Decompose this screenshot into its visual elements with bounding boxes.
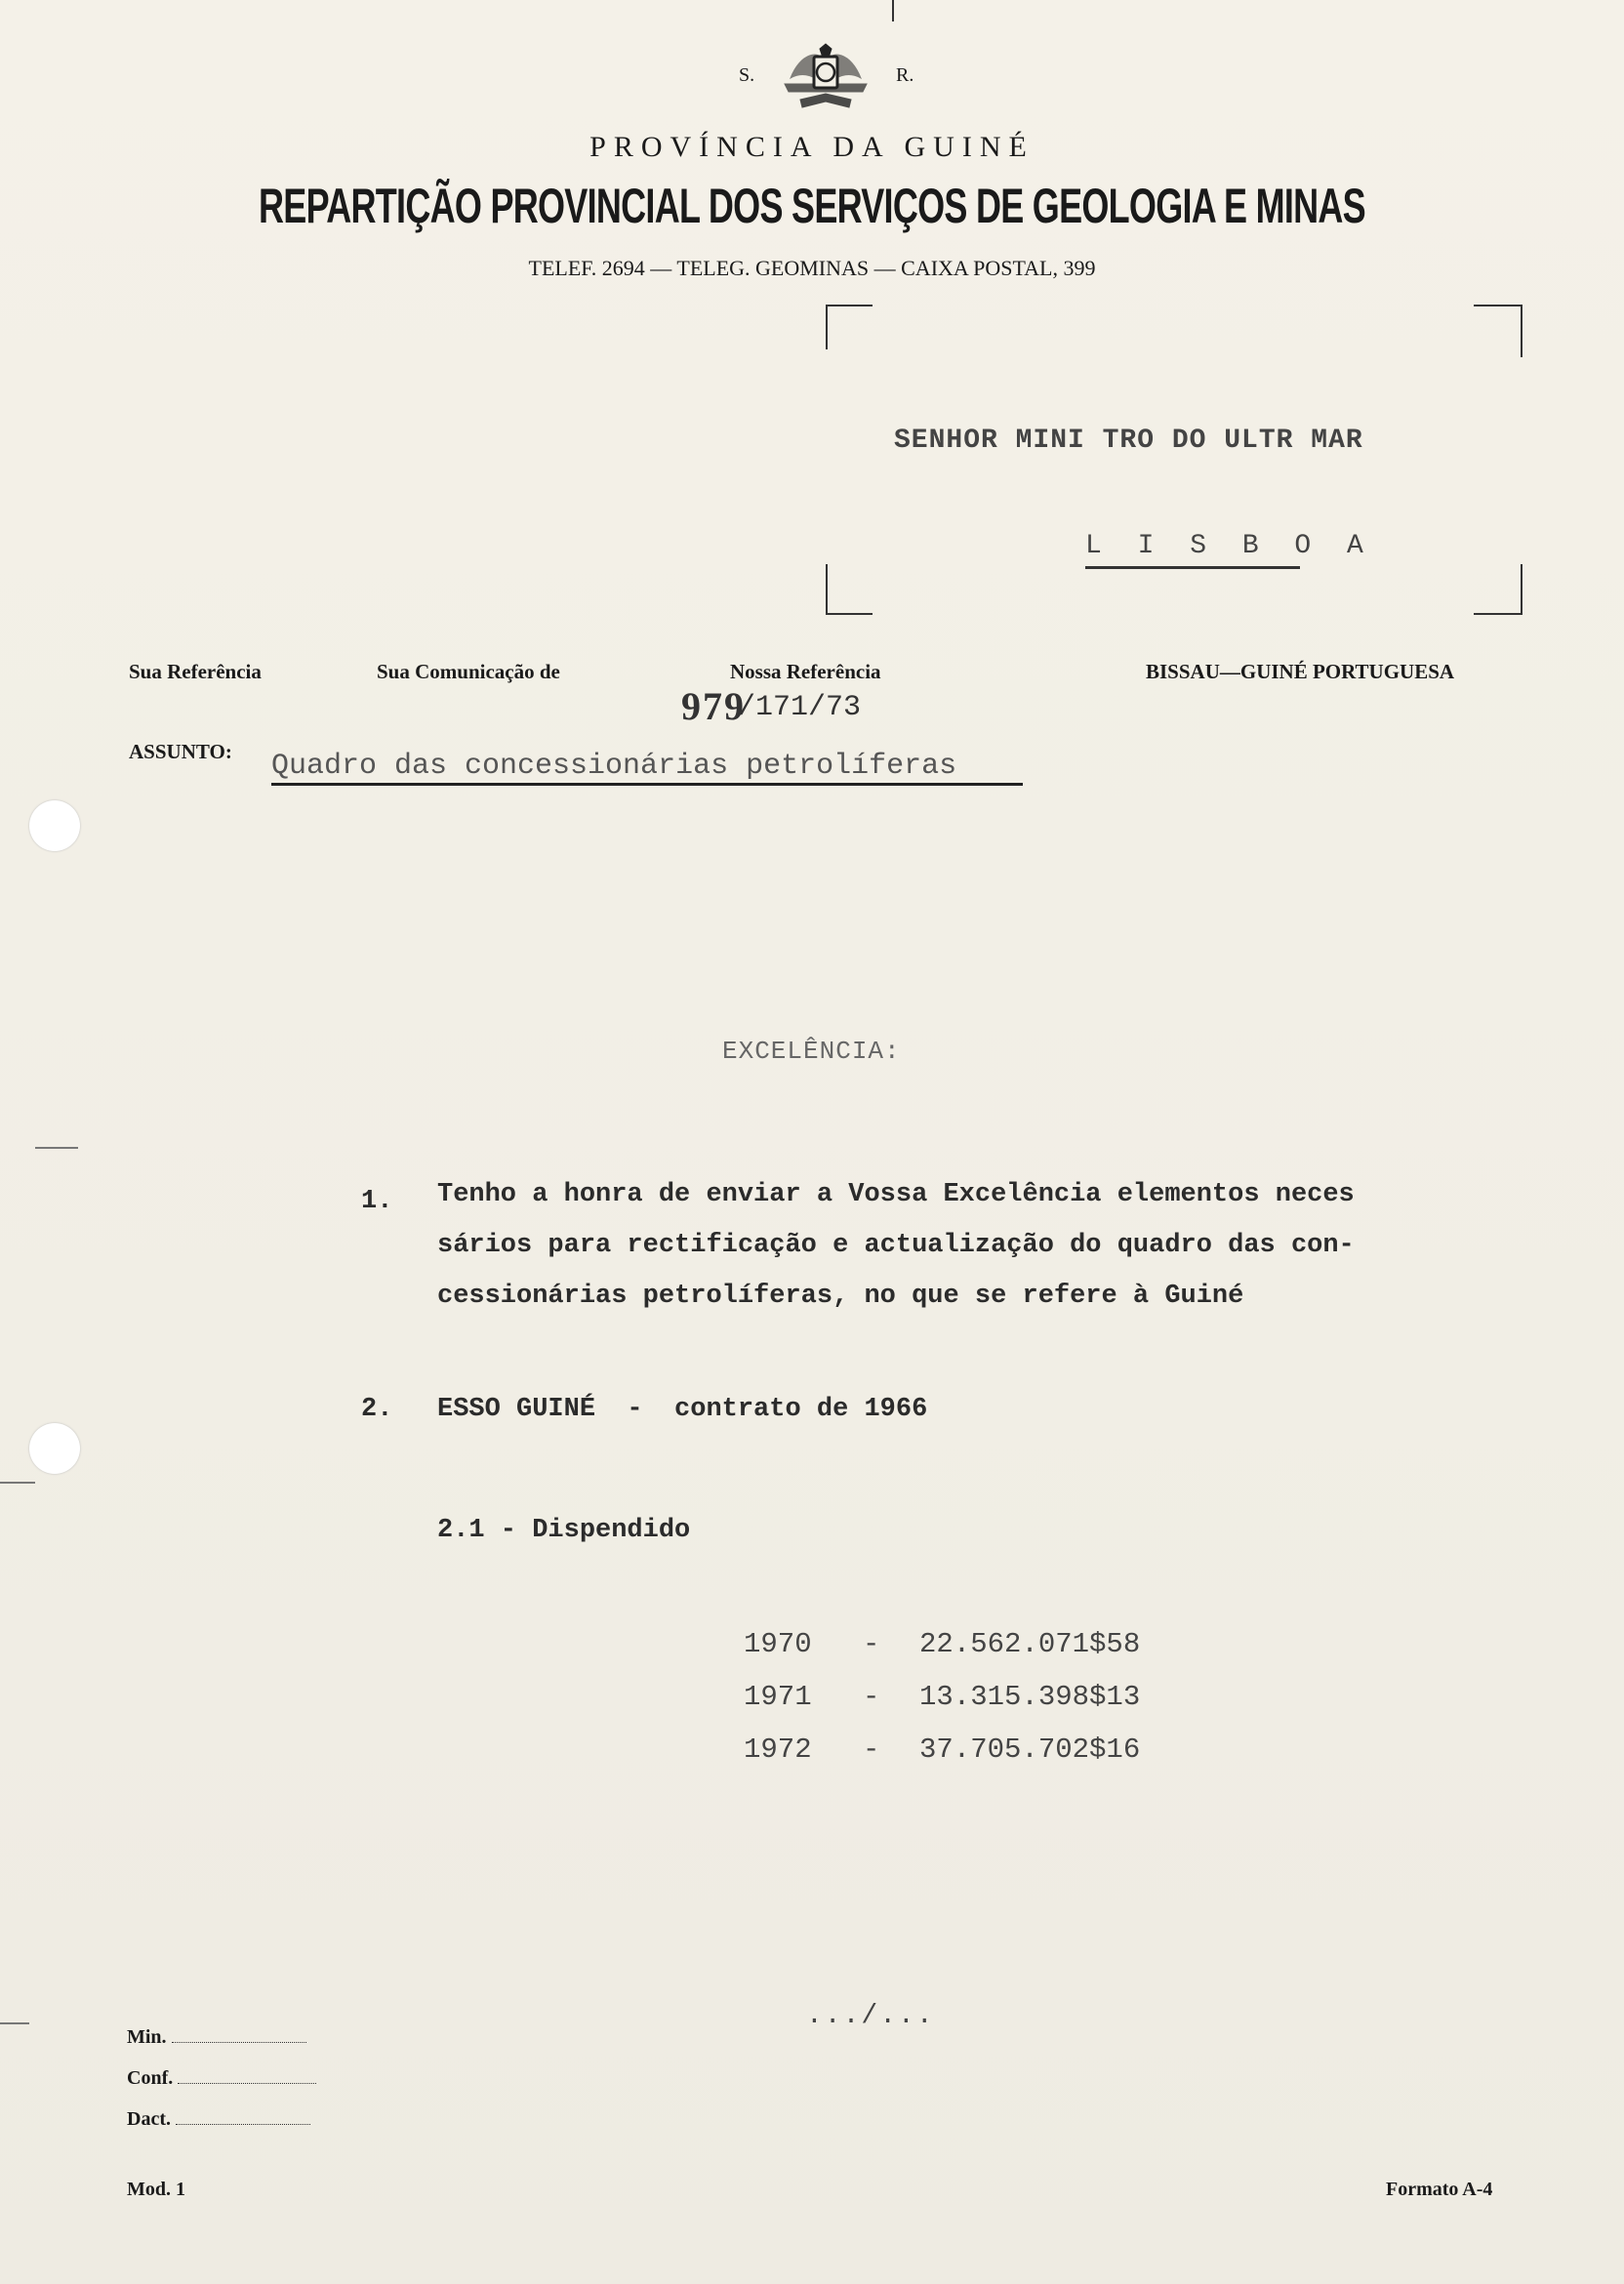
contact-line: TELEF. 2694 — TELEG. GEOMINAS — CAIXA POSTAL, 399: [528, 256, 1096, 280]
addressee-line-2: L I S B O A: [1085, 531, 1373, 561]
expense-year: 1972: [744, 1733, 812, 1766]
paper-format: Formato A-4: [1386, 2179, 1493, 2200]
conf-label: Conf.: [127, 2067, 174, 2089]
paragraph-2-1: 2.1 - Dispendido: [437, 1516, 691, 1545]
department-name: REPARTIÇÃO PROVINCIAL DOS SERVIÇOS DE GEOLOGIA E MINAS: [259, 179, 1365, 233]
letterhead-s: S.: [739, 64, 755, 86]
letterhead-r: R.: [896, 64, 914, 86]
fold-mark: [0, 2022, 29, 2024]
subject-label: ASSUNTO:: [129, 740, 232, 763]
window-corner-bl: [826, 564, 873, 615]
expense-amount: 22.562.071$58: [919, 1628, 1141, 1660]
fold-mark: [0, 1482, 35, 1484]
expense-amount: 13.315.398$13: [919, 1681, 1141, 1713]
paragraph-1-line-1: Tenho a honra de enviar a Vossa Excelência elementos neces: [437, 1180, 1355, 1209]
dact-label: Dact.: [127, 2108, 171, 2130]
expense-dash: -: [863, 1733, 880, 1766]
place-label: BISSAU—GUINÉ PORTUGUESA: [1146, 660, 1455, 683]
our-reference-number: 979: [681, 684, 746, 728]
our-reference-suffix: /171/73: [738, 691, 862, 724]
addressee-underline: [1085, 566, 1300, 569]
dact-dotted-line: [176, 2120, 310, 2125]
subject-text: Quadro das concessionárias petrolíferas: [271, 750, 957, 783]
conf-dotted-line: [178, 2079, 316, 2084]
salutation: EXCELÊNCIA:: [722, 1037, 901, 1066]
punch-hole-top: [29, 800, 80, 851]
our-reference-label: Nossa Referência: [730, 660, 881, 683]
edge-tick: [892, 0, 894, 21]
footer-dact: [127, 2108, 310, 2131]
expense-amount: 37.705.702$16: [919, 1733, 1141, 1766]
expense-year: 1971: [744, 1681, 812, 1713]
fold-mark: [35, 1147, 78, 1149]
punch-hole-bottom: [29, 1423, 80, 1474]
paragraph-1-line-2: sários para rectificação e actualização do quadro das con-: [437, 1231, 1355, 1260]
paragraph-1-line-3: cessionárias petrolíferas, no que se refere à Guiné: [437, 1282, 1244, 1311]
continuation-mark: .../...: [806, 2001, 935, 2031]
model-number: Mod. 1: [127, 2179, 185, 2200]
your-communication-label: Sua Comunicação de: [377, 660, 560, 683]
paragraph-1: [437, 1169, 1521, 1322]
min-dotted-line: [172, 2038, 306, 2043]
expense-dash: -: [863, 1681, 880, 1713]
paragraph-2-number: 2.: [361, 1395, 393, 1424]
coat-of-arms-icon: [781, 43, 871, 113]
footer-min: [127, 2026, 306, 2049]
window-corner-tl: [826, 305, 873, 349]
your-reference-label: Sua Referência: [129, 660, 262, 683]
addressee-line-1: SENHOR MINI TRO DO ULTR MAR: [894, 426, 1363, 456]
window-corner-br: [1474, 564, 1522, 615]
footer-conf: [127, 2067, 316, 2090]
province-name: PROVÍNCIA DA GUINÉ: [589, 131, 1035, 163]
min-label: Min.: [127, 2026, 167, 2048]
paragraph-1-number: 1.: [361, 1187, 393, 1216]
paragraph-2: ESSO GUINÉ - contrato de 1966: [437, 1395, 928, 1424]
expense-dash: -: [863, 1628, 880, 1660]
subject-underline: [271, 783, 1023, 786]
window-corner-tr: [1474, 305, 1522, 357]
expense-year: 1970: [744, 1628, 812, 1660]
